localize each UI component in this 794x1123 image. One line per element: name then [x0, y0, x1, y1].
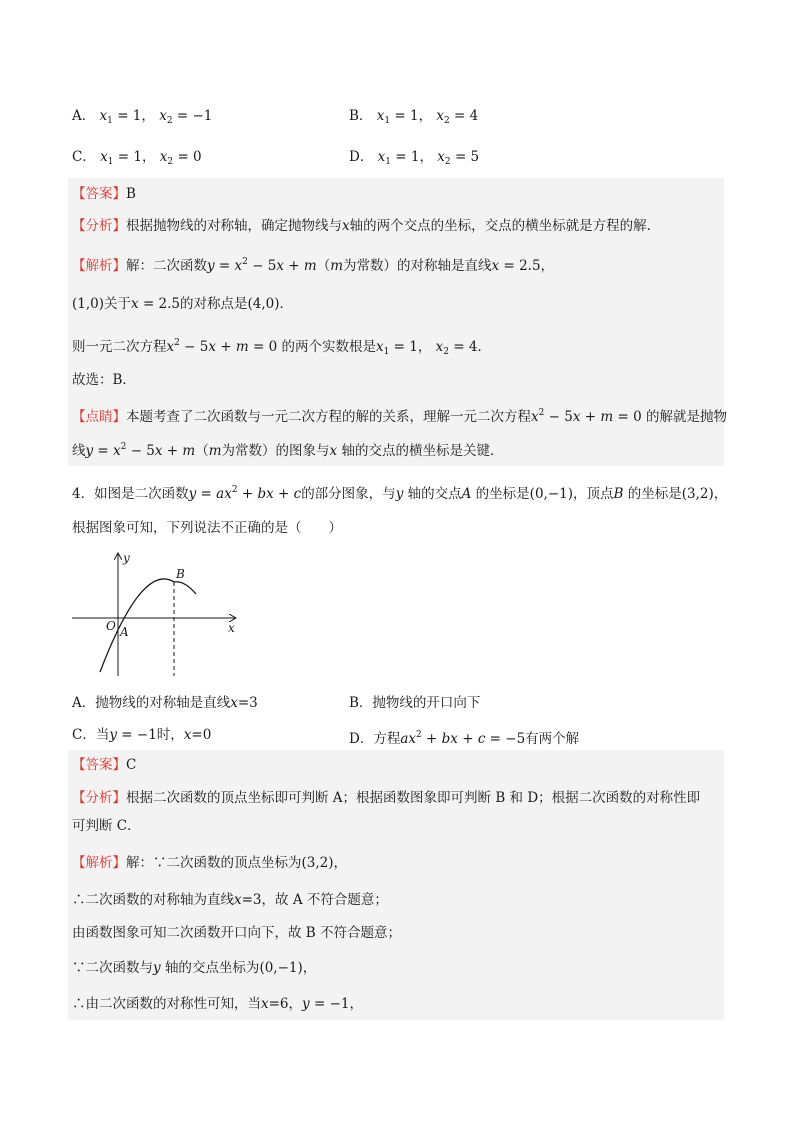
q3-solution-line-4: 故选：B．: [72, 372, 136, 388]
q4-solution-line-5: ∴由二次函数的对称性可知，当x=6，y = −1，: [72, 996, 363, 1012]
q4-option-c: C．当y = −1时，x=0: [72, 727, 212, 743]
q3-option-b: B． $x_1 = 1$， $x_2 = 4$: [349, 108, 479, 126]
q3-solution-line-1: 【解析】解：二次函数$y = x^2 - 5x + m(m$为常数）的对称轴是直线x = 2.5，: [72, 257, 555, 274]
q4-solution-line-1: 【解析】解：∵二次函数的顶点坐标为(3,2)，: [72, 855, 348, 871]
q4-answer: 【答案】C: [72, 757, 137, 773]
q4-solution-line-4: ∵二次函数与y 轴的交点坐标为(0,−1)，: [72, 960, 317, 976]
q3-option-d: D． $x_1 = 1$， $x_2 = 5$: [349, 149, 480, 167]
q3-comment-line-1: 【点睛】本题考查了二次函数与一元二次方程的解的关系，理解一元二次方程$x^2 - 5x + m = 0$ 的解就是抛物: [72, 408, 727, 425]
point-b-label: B: [176, 567, 185, 581]
y-axis-label: y: [123, 551, 130, 565]
q4-option-b: B．抛物线的开口向下: [349, 695, 481, 711]
q4-option-d: D．方程$ax^2$ + bx + c = −5有两个解: [349, 730, 580, 747]
q3-option-c: C． $x_1 = 1$， $x_2 = 0$: [72, 149, 202, 167]
x-axis-label: x: [228, 621, 235, 635]
q3-solution-line-2: (1,0)关于x = 2.5的对称点是(4,0)．: [72, 296, 294, 312]
q3-solution-line-3: 则一元二次方程$x^2 - 5x + m = 0$ 的两个实数根是$x_1 = 1$， $x_2 = 4$．: [72, 338, 491, 357]
q4-question-line-2: 根据图象可知，下列说法不正确的是（ ）: [72, 520, 342, 536]
q4-option-a: A．抛物线的对称轴是直线x=3: [72, 695, 258, 711]
origin-label: O: [106, 619, 116, 633]
q3-answer: 【答案】B: [72, 186, 136, 202]
q4-solution-line-2: ∴二次函数的对称轴为直线x=3，故 A 不符合题意；: [72, 892, 388, 908]
q3-comment-line-2: 线$y = x^2 - 5x + m(m$为常数）的图象与x 轴的交点的横坐标是关键．: [72, 442, 504, 459]
q4-analysis-line-1: 【分析】根据二次函数的顶点坐标即可判断 A；根据函数图象即可判断 B 和 D；根据二次函数的对称性即: [72, 790, 701, 806]
q4-analysis-line-2: 可判断 C．: [72, 818, 141, 834]
q4-solution-line-3: 由函数图象可知二次函数开口向下，故 B 不符合题意；: [72, 925, 402, 941]
q3-option-a: A． $x_1 = 1$， $x_2 = -1$: [72, 108, 213, 126]
q3-analysis: 【分析】根据抛物线的对称轴，确定抛物线与x轴的两个交点的坐标，交点的横坐标就是方程的解．: [72, 218, 661, 234]
point-a-label: A: [120, 625, 129, 639]
q4-parabola-graph: [70, 548, 240, 680]
q4-question-line-1: 4．如图是二次函数$y = ax^2$ + bx + c的部分图象，与y 轴的交点A 的坐标是(0,−1)，顶点B 的坐标是(3,2)，: [72, 485, 728, 502]
